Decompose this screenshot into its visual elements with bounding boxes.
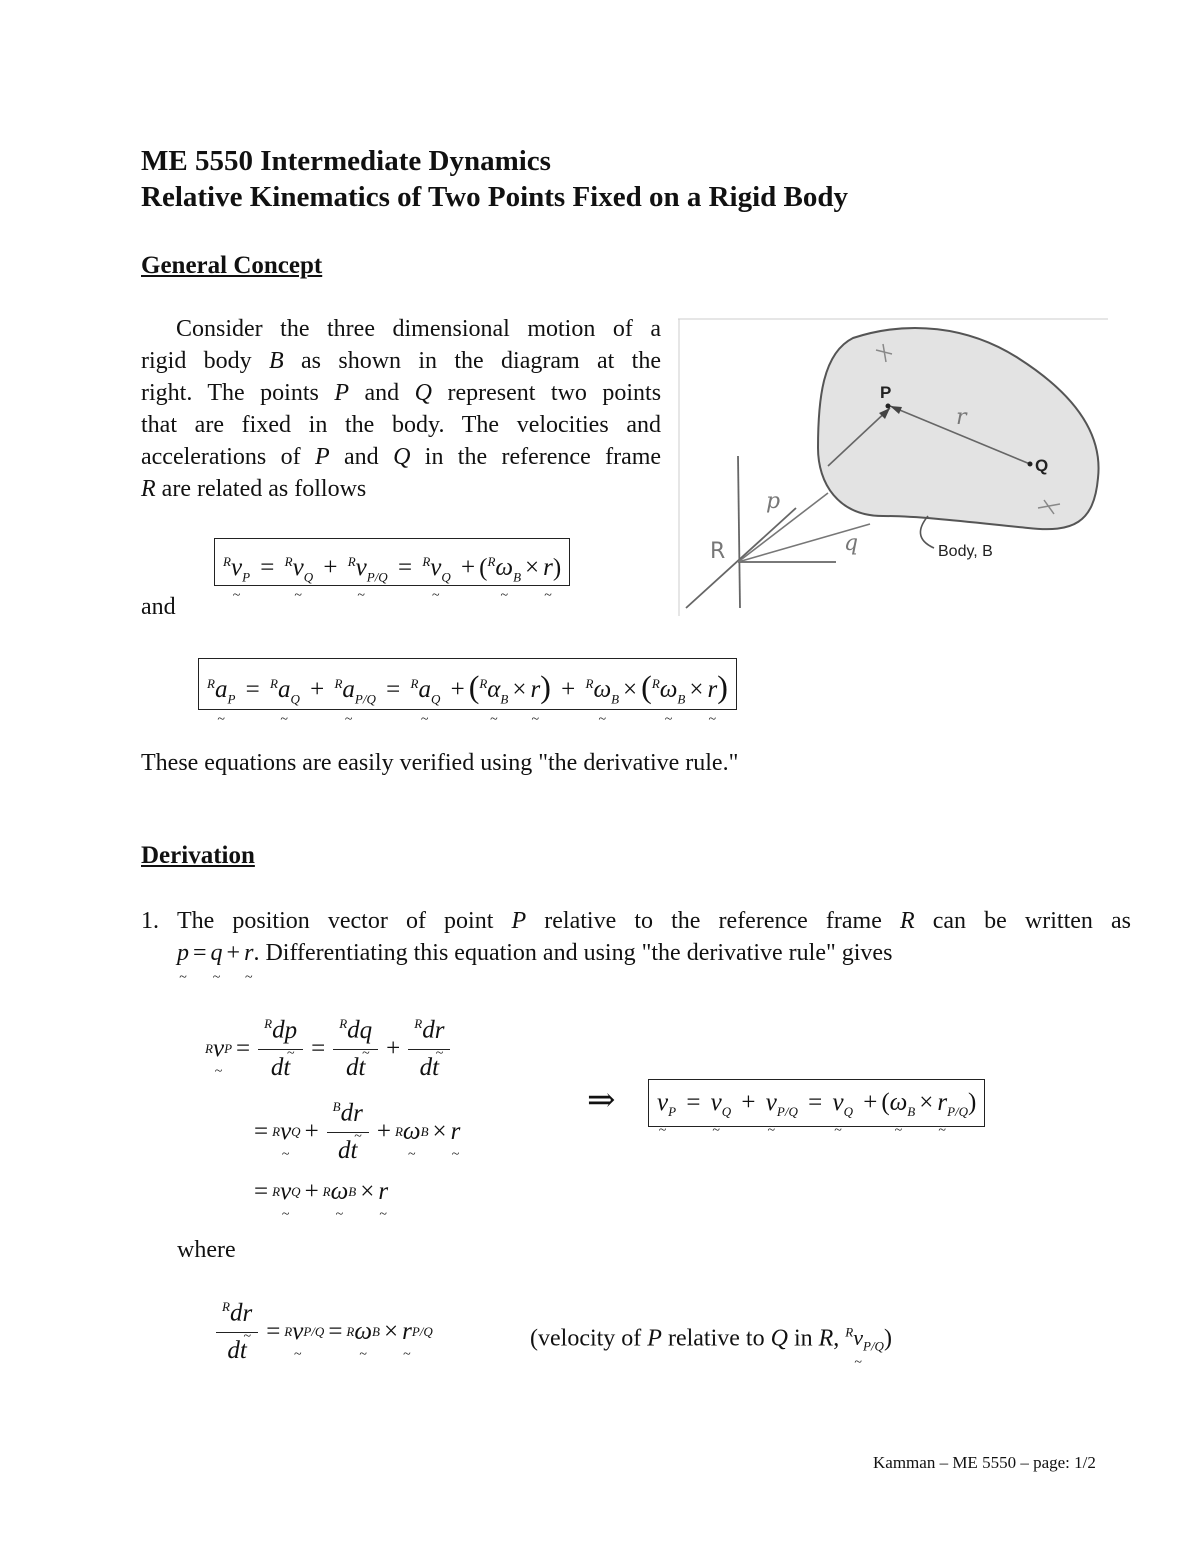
derivation-item-1 [141,905,1131,969]
label-p: p [766,489,781,514]
and-text: and [141,594,176,620]
velocity-result-box: v $\sim_P = v$ $\sim_Q + v$ $\sim_{P/Q} = v$ $\sim_Q + (\omega$ $\sim_B \times r$ $\sim_{P/Q}$) [648,1079,985,1127]
para-line-2: rigid body B as shown in the diagram at the [141,348,661,374]
rigid-body-diagram [678,318,1108,618]
label-body: Body, B [938,543,993,560]
page-subtitle: Relative Kinematics of Two Points Fixed on a Rigid Body [141,181,849,213]
body-label-leader [920,516,934,548]
label-q: q [844,531,859,556]
acceleration-equation-box: $^R$a $\sim_P = ^Ra$ $\sim_Q + ^Ra$ $\sim_{P/Q} = ^Ra$ $\sim_Q + (^R\alpha$ $\sim_B \times r$ ~) + $^R$ω $\sim_B \times (^R\omega$ $\sim_B \times r$ ~) [198,658,737,710]
point-Q-dot [1028,462,1033,467]
label-R: R [710,539,726,564]
derivation-eq-line-1: R v ~ P = $\frac{^Rdp \sim}{dt}$ = $\frac{^Rdq \sim}{dt}$ + $\frac{^Rdr \sim}{dt}$ [205,1014,454,1084]
para-line-4: that are fixed in the body. The velocities and [141,412,661,438]
page-footer: Kamman – ME 5550 – page: 1/2 [873,1453,1096,1472]
para-line-6: R are related as follows [141,476,367,502]
point-P-dot [886,404,891,409]
frame-axis-diagonal [686,508,796,608]
para-line-1: Consider the three dimensional motion of a [176,316,661,342]
item-number: 1. [141,908,159,934]
where-text: where [177,1237,236,1263]
implies-arrow-icon: ⇒ [587,1082,616,1119]
verify-text: These equations are easily verified using "the derivative rule." [141,750,739,776]
section-heading-general-concept: General Concept [141,252,323,279]
label-r: r [956,405,967,430]
relative-velocity-equation: $\frac{^Rdr \sim}{dt}$ = R v ~ P/Q = R ω ~ B × r ~ P/Q [212,1296,433,1368]
item-line-1: The position vector of point P relative to the reference frame R can be written as [177,908,1132,934]
para-line-3: right. The points P and Q represent two points [141,380,662,406]
frame-axis-vertical [738,456,740,608]
label-Q: Q [1035,456,1049,475]
item-line-2: p ~ = q ~ + r ~. Differentiating this equation and using "the derivative rule" gives [141,937,1131,969]
derivation-eq-line-3: = R v ~ Q + R ω ~ B × r ~ [250,1172,388,1212]
position-vector-p [738,493,828,562]
section-heading-derivation: Derivation [141,842,255,869]
para-line-5: accelerations of P and Q in the reference frame [141,444,662,470]
label-P: P [880,383,892,402]
derivation-eq-line-2: = R v ~ Q + $\frac{^Bdr \sim}{dt}$ + R ω ~ B × r ~ [250,1097,460,1167]
velocity-note: (velocity of P relative to Q in R, $^R$v $\sim_{P/Q}$) [530,1317,892,1363]
concept-paragraph [141,313,661,505]
velocity-equation-box: $^R$v $\sim_P = ^Rv$ $\sim_Q + ^Rv$ $\sim_{P/Q} = ^Rv$ $\sim_Q + (^R\omega$ $\sim_B \times r$ ~) [214,538,570,586]
course-title: ME 5550 Intermediate Dynamics [141,145,551,177]
